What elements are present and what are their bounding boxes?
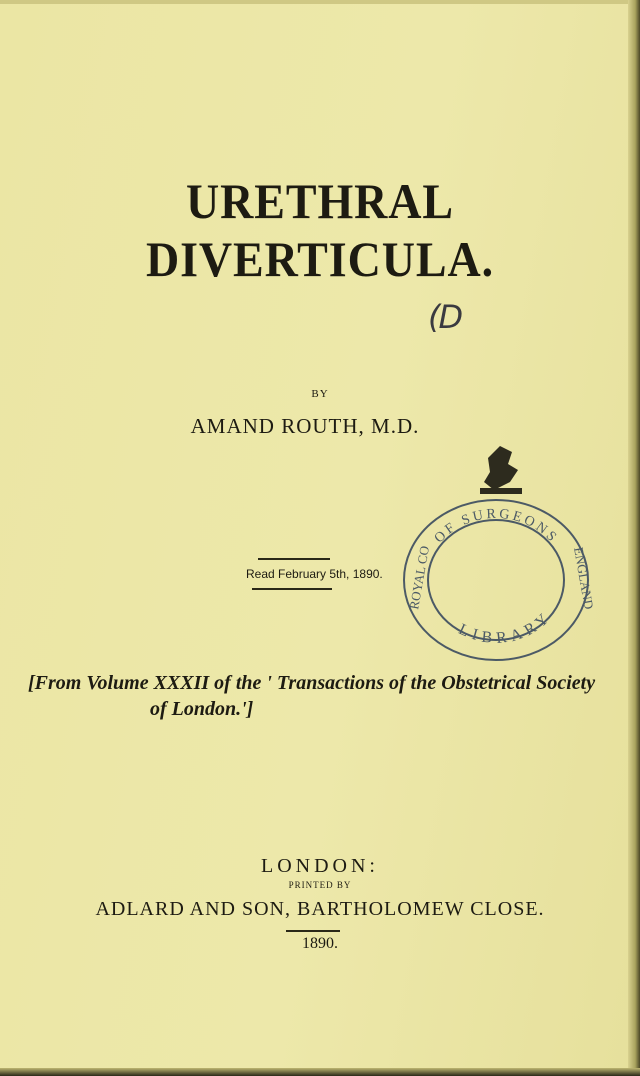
svg-text:OF SURGEONS (432, 507, 561, 547)
source-line-1: [From Volume XXXII of the ' Transactions of the Obstetrical Society (28, 672, 596, 694)
byline: BY (311, 388, 329, 400)
imprint-rule (286, 930, 340, 932)
library-stamp-seal (396, 430, 606, 710)
imprint-printed-by: PRINTED BY (288, 880, 352, 890)
stamp-bottom-text: LIBRARY (455, 607, 556, 648)
document-title: URETHRAL DIVERTICULA. (145, 173, 495, 287)
divider-rule-lower (252, 588, 332, 590)
crest-icon (480, 446, 522, 494)
divider-rule-upper (258, 558, 330, 560)
stamp-left-text: ROYAL CO (406, 544, 433, 611)
read-date: Read February 5th, 1890. (246, 567, 383, 581)
imprint-year: 1890. (302, 935, 338, 952)
source-line-2: of London.'] (150, 698, 254, 720)
handwritten-shelfmark: (D (428, 298, 462, 336)
stamp-right-text: ENGLAND (571, 545, 597, 611)
page-edge-bottom (0, 1068, 640, 1076)
source-citation (28, 670, 628, 722)
imprint-city: LONDON: (261, 855, 379, 877)
page-edge-top (0, 0, 640, 4)
stamp-top-text: OF SURGEONS (431, 506, 561, 547)
svg-text:LIBRARY (456, 607, 556, 647)
author-name: AMAND ROUTH, M.D. (190, 414, 420, 438)
imprint-publisher: ADLARD AND SON, BARTHOLOMEW CLOSE. (95, 898, 545, 920)
